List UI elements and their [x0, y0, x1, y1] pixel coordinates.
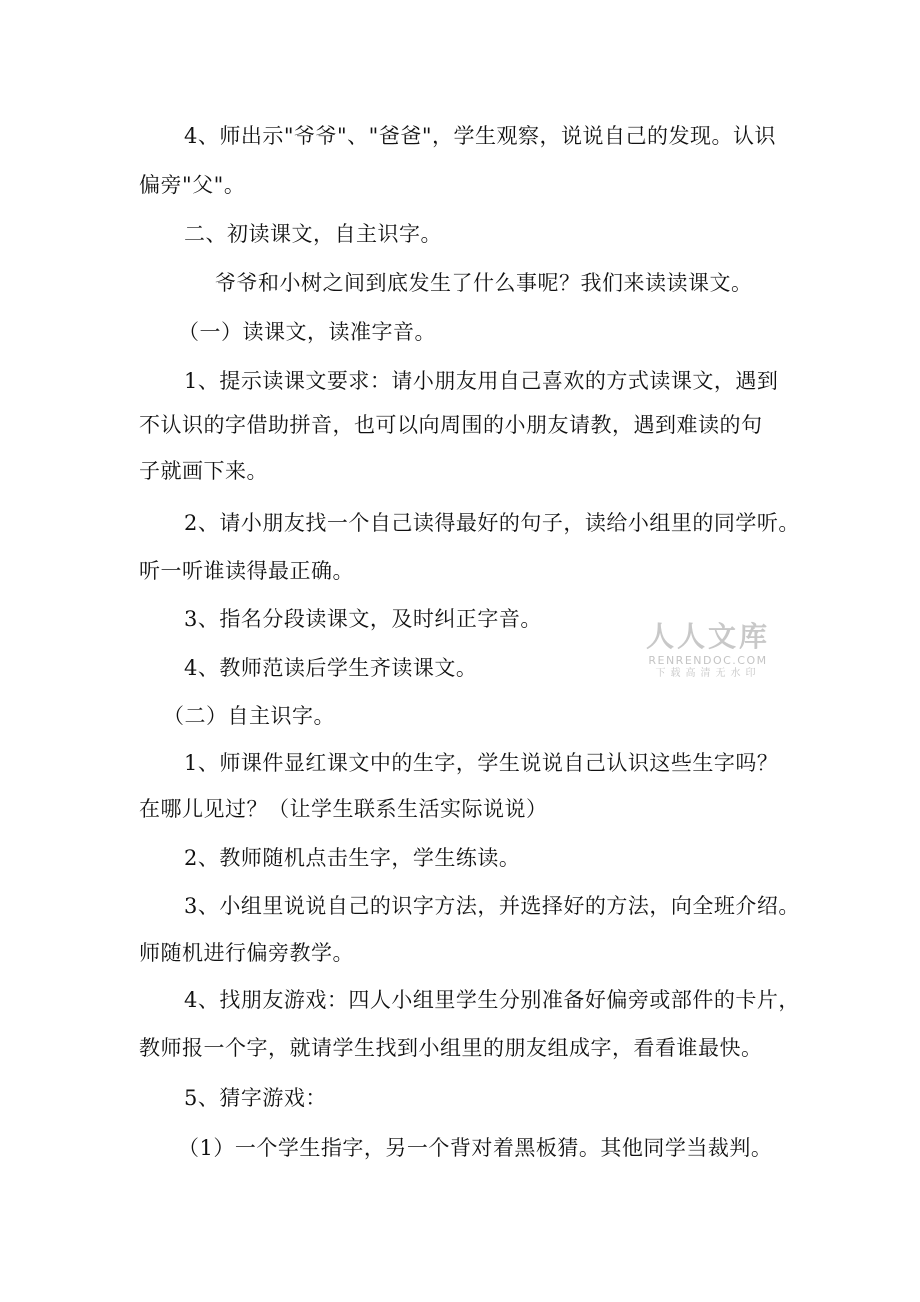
section-heading: 二、初读课文，自主识字。 [184, 222, 442, 246]
paragraph-line: 1、师课件显红课文中的生字，学生说说自己认识这些生字吗？ [184, 751, 779, 775]
paragraph-line: 4、找朋友游戏：四人小组里学生分别准备好偏旁或部件的卡片， [184, 988, 800, 1012]
paragraph-line: 子就画下来。 [139, 459, 268, 483]
paragraph-line: 不认识的字借助拼音，也可以向周围的小朋友请教，遇到难读的句 [139, 413, 763, 437]
paragraph-line: 教师报一个字，就请学生找到小组里的朋友组成字，看看谁最快。 [139, 1036, 763, 1060]
watermark-title: 人人文库 [645, 620, 770, 653]
paragraph-line: 在哪儿见过？（让学生联系生活实际说说） [139, 797, 548, 821]
subsection-heading: （一）读课文，读准字音。 [178, 320, 436, 344]
paragraph-line: 偏旁"父"。 [139, 173, 246, 197]
paragraph-line: 2、教师随机点击生字，学生练读。 [184, 846, 521, 870]
watermark [642, 620, 774, 681]
paragraph-line: 2、请小朋友找一个自己读得最好的句子，读给小组里的同学听。 [184, 511, 800, 535]
paragraph-line: 3、小组里说说自己的识字方法，并选择好的方法，向全班介绍。 [184, 894, 800, 918]
watermark-slogan: 下载高清无水印 [655, 668, 761, 679]
paragraph-line: （1）一个学生指字，另一个背对着黑板猜。其他同学当裁判。 [178, 1136, 773, 1160]
paragraph-line: 5、猜字游戏： [184, 1086, 327, 1110]
paragraph-line: 1、提示读课文要求：请小朋友用自己喜欢的方式读课文，遇到 [184, 369, 779, 393]
paragraph-line: 3、指名分段读课文，及时纠正字音。 [184, 607, 542, 631]
paragraph-line: 4、教师范读后学生齐读课文。 [184, 656, 478, 680]
paragraph-line: 听一听谁读得最正确。 [139, 559, 354, 583]
paragraph-line: 师随机进行偏旁教学。 [139, 941, 354, 965]
paragraph-line: 爷爷和小树之间到底发生了什么事呢？我们来读读课文。 [215, 271, 753, 295]
subsection-heading: （二）自主识字。 [163, 704, 335, 728]
paragraph-line: 4、师出示"爷爷"、"爸爸"，学生观察，说说自己的发现。认识 [184, 124, 776, 148]
watermark-domain: RENRENDOC.COM [648, 654, 768, 667]
